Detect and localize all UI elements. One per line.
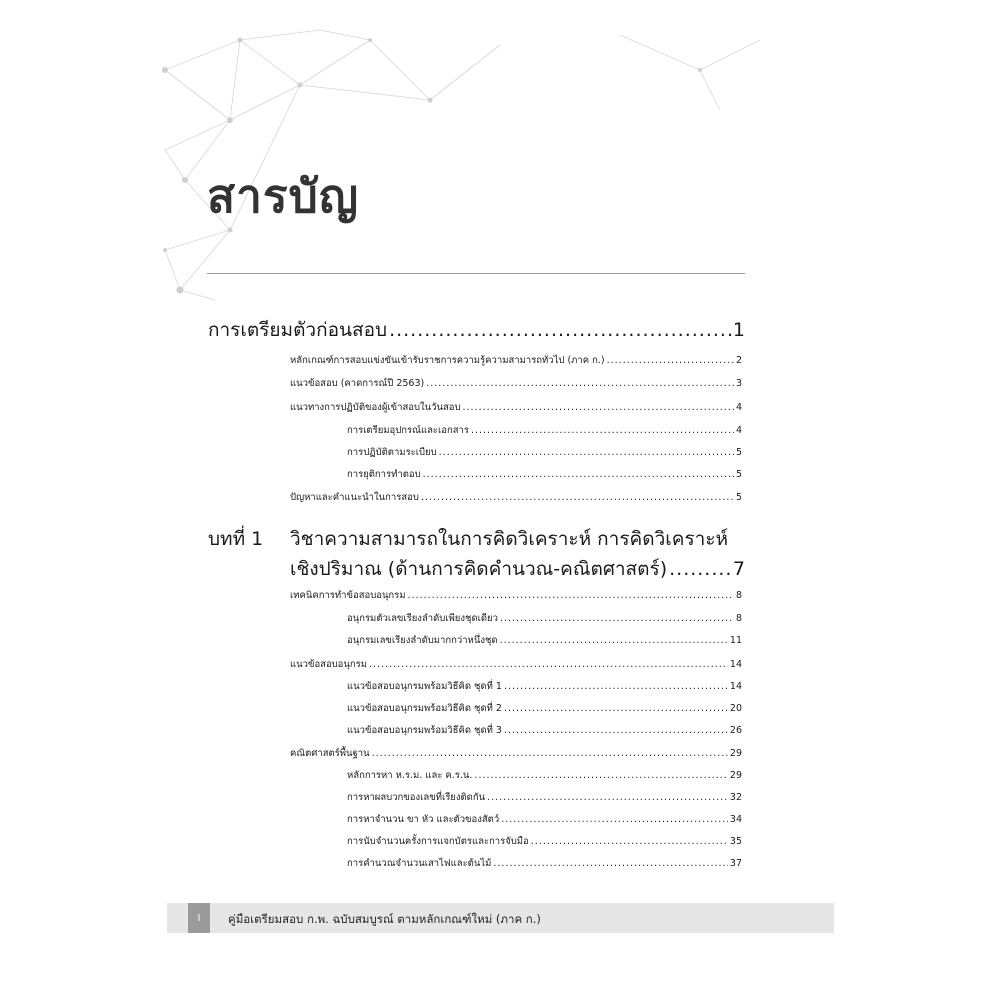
toc-entry[interactable] xyxy=(290,376,742,391)
toc-leader-dots xyxy=(531,836,728,847)
toc-entry-label: การเตรียมตัวก่อนสอบ xyxy=(208,319,388,341)
toc-page-number: 26 xyxy=(729,725,742,736)
toc-leader-dots xyxy=(500,635,728,646)
toc-entry-label: อนุกรมตัวเลขเรียงลำดับเพียงชุดเดียว xyxy=(347,613,498,624)
toc-leader-dots xyxy=(389,319,731,341)
toc-page-number: 4 xyxy=(735,402,742,413)
toc-leader-dots xyxy=(504,681,728,692)
toc-entry-label: แนวข้อสอบอนุกรมพร้อมวิธีคิด ชุดที่ 1 xyxy=(347,681,502,692)
title-divider xyxy=(207,273,745,274)
toc-leader-dots xyxy=(421,492,734,503)
toc-entry-label: คณิตศาสตร์พื้นฐาน xyxy=(290,748,370,759)
toc-page-number: 1 xyxy=(732,319,745,341)
toc-entry-label: การคำนวณจำนวนเสาไฟและต้นไม้ xyxy=(347,858,492,869)
toc-subentry[interactable] xyxy=(347,679,742,694)
toc-page-number: 37 xyxy=(729,858,742,869)
toc-entry-label: แนวข้อสอบอนุกรม xyxy=(290,659,368,670)
toc-entry[interactable] xyxy=(290,353,742,368)
toc-entry-label: ปัญหาและคำแนะนำในการสอบ xyxy=(290,492,419,503)
toc-entry-label: การหาผลบวกของเลขที่เรียงติดกัน xyxy=(347,792,486,803)
toc-entry-label: การนับจำนวนครั้งการแจกบัตรและการจับมือ xyxy=(347,836,529,847)
toc-entry-label: การหาจำนวน ขา หัว และตัวของสัตว์ xyxy=(347,814,500,825)
toc-page-number: 5 xyxy=(735,469,742,480)
toc-entry-label: แนวข้อสอบอนุกรมพร้อมวิธีคิด ชุดที่ 2 xyxy=(347,703,502,714)
toc-subentry[interactable] xyxy=(347,834,742,849)
chapter-title-line1[interactable]: วิชาความสามารถในการคิดวิเคราะห์ การคิดวิเคราะห์ xyxy=(290,528,729,550)
toc-page-number: 5 xyxy=(735,492,742,503)
toc-entry-label: หลักเกณฑ์การสอบแข่งขันเข้ารับราชการความรู้ความสามารถทั่วไป (ภาค ก.) xyxy=(290,355,605,366)
toc-leader-dots xyxy=(439,447,734,458)
toc-page-number: 14 xyxy=(729,681,742,692)
toc-entry-label: หลักการหา ห.ร.ม. และ ค.ร.น. xyxy=(347,770,473,781)
toc-page-number: 34 xyxy=(729,814,742,825)
toc-page-number: 35 xyxy=(729,836,742,847)
page-title: สารบัญ xyxy=(207,169,360,223)
toc-leader-dots xyxy=(501,814,728,825)
toc-subentry[interactable] xyxy=(347,723,742,738)
toc-subentry[interactable] xyxy=(347,701,742,716)
toc-page-number: 4 xyxy=(735,425,742,436)
toc-subentry[interactable] xyxy=(347,445,742,460)
toc-entry[interactable] xyxy=(290,588,742,603)
toc-page-number: 29 xyxy=(729,748,742,759)
toc-page-number: 8 xyxy=(735,613,742,624)
toc-entry[interactable] xyxy=(290,657,742,672)
toc-page-number: 32 xyxy=(729,792,742,803)
toc-chapter-entry[interactable] xyxy=(290,554,745,584)
toc-entry[interactable] xyxy=(290,490,742,505)
toc-subentry[interactable] xyxy=(347,812,742,827)
toc-leader-dots xyxy=(474,770,727,781)
toc-page-number: 5 xyxy=(735,447,742,458)
toc-entry-label: การปฏิบัติตามระเบียบ xyxy=(347,447,437,458)
toc-leader-dots xyxy=(369,659,728,670)
toc-leader-dots xyxy=(426,378,734,389)
toc-page-number: 29 xyxy=(729,770,742,781)
toc-leader-dots xyxy=(504,703,728,714)
toc-entry-label: เทคนิคการทำข้อสอบอนุกรม xyxy=(290,590,406,601)
toc-subentry[interactable] xyxy=(347,768,742,783)
toc-entry-label: การยุติการทำตอบ xyxy=(347,469,421,480)
toc-entry[interactable] xyxy=(290,400,742,415)
toc-leader-dots xyxy=(669,558,731,580)
footer-book-title: คู่มือเตรียมสอบ ก.พ. ฉบับสมบูรณ์ ตามหลักเกณฑ์ใหม่ (ภาค ก.) xyxy=(228,912,541,926)
toc-leader-dots xyxy=(408,590,734,601)
toc-subentry[interactable] xyxy=(347,790,742,805)
toc-leader-dots xyxy=(471,425,734,436)
toc-page-number: 3 xyxy=(735,378,742,389)
toc-leader-dots xyxy=(493,858,728,869)
toc-leader-dots xyxy=(372,748,728,759)
toc-page-number: 8 xyxy=(735,590,742,601)
toc-page-number: 7 xyxy=(732,558,745,580)
toc-entry-label: อนุกรมเลขเรียงลำดับมากกว่าหนึ่งชุด xyxy=(347,635,498,646)
toc-leader-dots xyxy=(504,725,728,736)
toc-subentry[interactable] xyxy=(347,611,742,626)
toc-entry[interactable] xyxy=(290,746,742,761)
toc-entry-label: แนวทางการปฏิบัติของผู้เข้าสอบในวันสอบ xyxy=(290,402,461,413)
toc-leader-dots xyxy=(500,613,734,624)
toc-leader-dots xyxy=(607,355,734,366)
toc-subentry[interactable] xyxy=(347,856,742,871)
toc-leader-dots xyxy=(423,469,734,480)
toc-page-number: 11 xyxy=(729,635,742,646)
toc-page-number: 14 xyxy=(729,659,742,670)
toc-entry-label: การเตรียมอุปกรณ์และเอกสาร xyxy=(347,425,469,436)
chapter-title-line2: เชิงปริมาณ (ด้านการคิดคำนวณ-คณิตศาสตร์) xyxy=(290,558,668,580)
toc-page-number: 2 xyxy=(735,355,742,366)
toc-entry-label: แนวข้อสอบ (คาดการณ์ปี 2563) xyxy=(290,378,425,389)
toc-page-number: 20 xyxy=(729,703,742,714)
chapter-label: บทที่ 1 xyxy=(208,528,264,550)
footer-page-number: I xyxy=(188,903,210,933)
toc-leader-dots xyxy=(487,792,728,803)
toc-leader-dots xyxy=(463,402,734,413)
toc-main-entry[interactable] xyxy=(208,315,745,345)
toc-entry-label: แนวข้อสอบอนุกรมพร้อมวิธีคิด ชุดที่ 3 xyxy=(347,725,502,736)
toc-subentry[interactable] xyxy=(347,633,742,648)
toc-subentry[interactable] xyxy=(347,467,742,482)
toc-subentry[interactable] xyxy=(347,423,742,438)
